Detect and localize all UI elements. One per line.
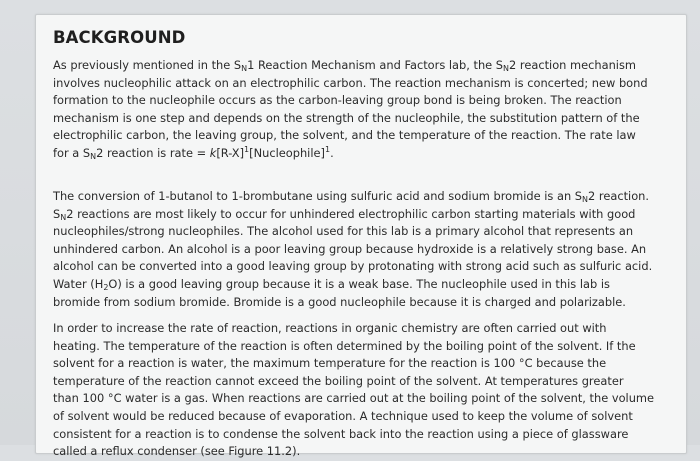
paragraph-sn2-mechanism: [53, 57, 675, 163]
text-line: electrophilic carbon, the leaving group, the solvent, and the temperature of the reaction. The rate law: [53, 128, 636, 143]
text-line: The conversion of 1-butanol to 1-brombutane using sulfuric acid and sodium bromide is an $S_N2$ reaction.: [53, 189, 650, 204]
text-line: called a reflux condenser (see Figure 11.2).: [53, 444, 301, 459]
text-line: consistent for a reaction is to condense the solvent back into the reaction using a piece of glassware: [53, 426, 629, 441]
text-line: heating. The temperature of the reaction is often determined by the boiling point of the solvent. If the: [53, 338, 636, 353]
text-line: As previously mentioned in the $S_N1$ Reaction Mechanism and Factors lab, the $S_N2$ reaction mechanism: [53, 58, 637, 73]
text-line: temperature of the reaction cannot exceed the boiling point of the solvent. At temperatures greater: [53, 373, 624, 388]
text-line: unhindered carbon. An alcohol is a poor leaving group because hydroxide is a relatively strong base. An: [53, 241, 647, 256]
text-line: alcohol can be converted into a good leaving group by protonating with strong acid such as sulfuric acid.: [53, 259, 653, 274]
text-line: than 100 °C water is a gas. When reactions are carried out at the boiling point of the solvent, the volume: [53, 391, 655, 406]
text-line: formation to the nucleophile occurs as the carbon-leaving group bond is being broken. The reaction: [53, 93, 622, 108]
text-line: mechanism is one step and depends on the strength of the nucleophile, the substitution pattern of the: [53, 110, 640, 125]
rate-law-line: for a $S_N2$ reaction is rate = $k[R-X]^1[Nucleophile]^1$.: [53, 144, 334, 161]
text-line: involves nucleophilic attack on an electrophilic carbon. The reaction mechanism is concerted; new bond: [53, 75, 648, 90]
text-line: of solvent would be reduced because of evaporation. A technique used to keep the volume of solvent: [53, 408, 633, 423]
paragraph-butanol-conversion: [53, 188, 675, 311]
text-line: nucleophiles/strong nucleophiles. The alcohol used for this lab is a primary alcohol that represents an: [53, 224, 634, 239]
text-line: Water $(H_2O)$ is a good leaving group because it is a weak base. The nucleophile used in this lab is: [53, 276, 610, 292]
paragraph-reflux-heating: [53, 320, 675, 461]
background-section: [35, 14, 687, 459]
text-line: bromide from sodium bromide. Bromide is a good nucleophile because it is charged and polarizable.: [53, 294, 626, 309]
text-line: solvent for a reaction is water, the maximum temperature for the reaction is 100 °C because the: [53, 356, 607, 371]
section-heading: BACKGROUND: [53, 28, 186, 47]
text-line: In order to increase the rate of reaction, reactions in organic chemistry are often carried out with: [53, 321, 607, 335]
text-line: $S_N2$ reactions are most likely to occur for unhindered electrophilic carbon starting materials with good: [53, 206, 636, 222]
